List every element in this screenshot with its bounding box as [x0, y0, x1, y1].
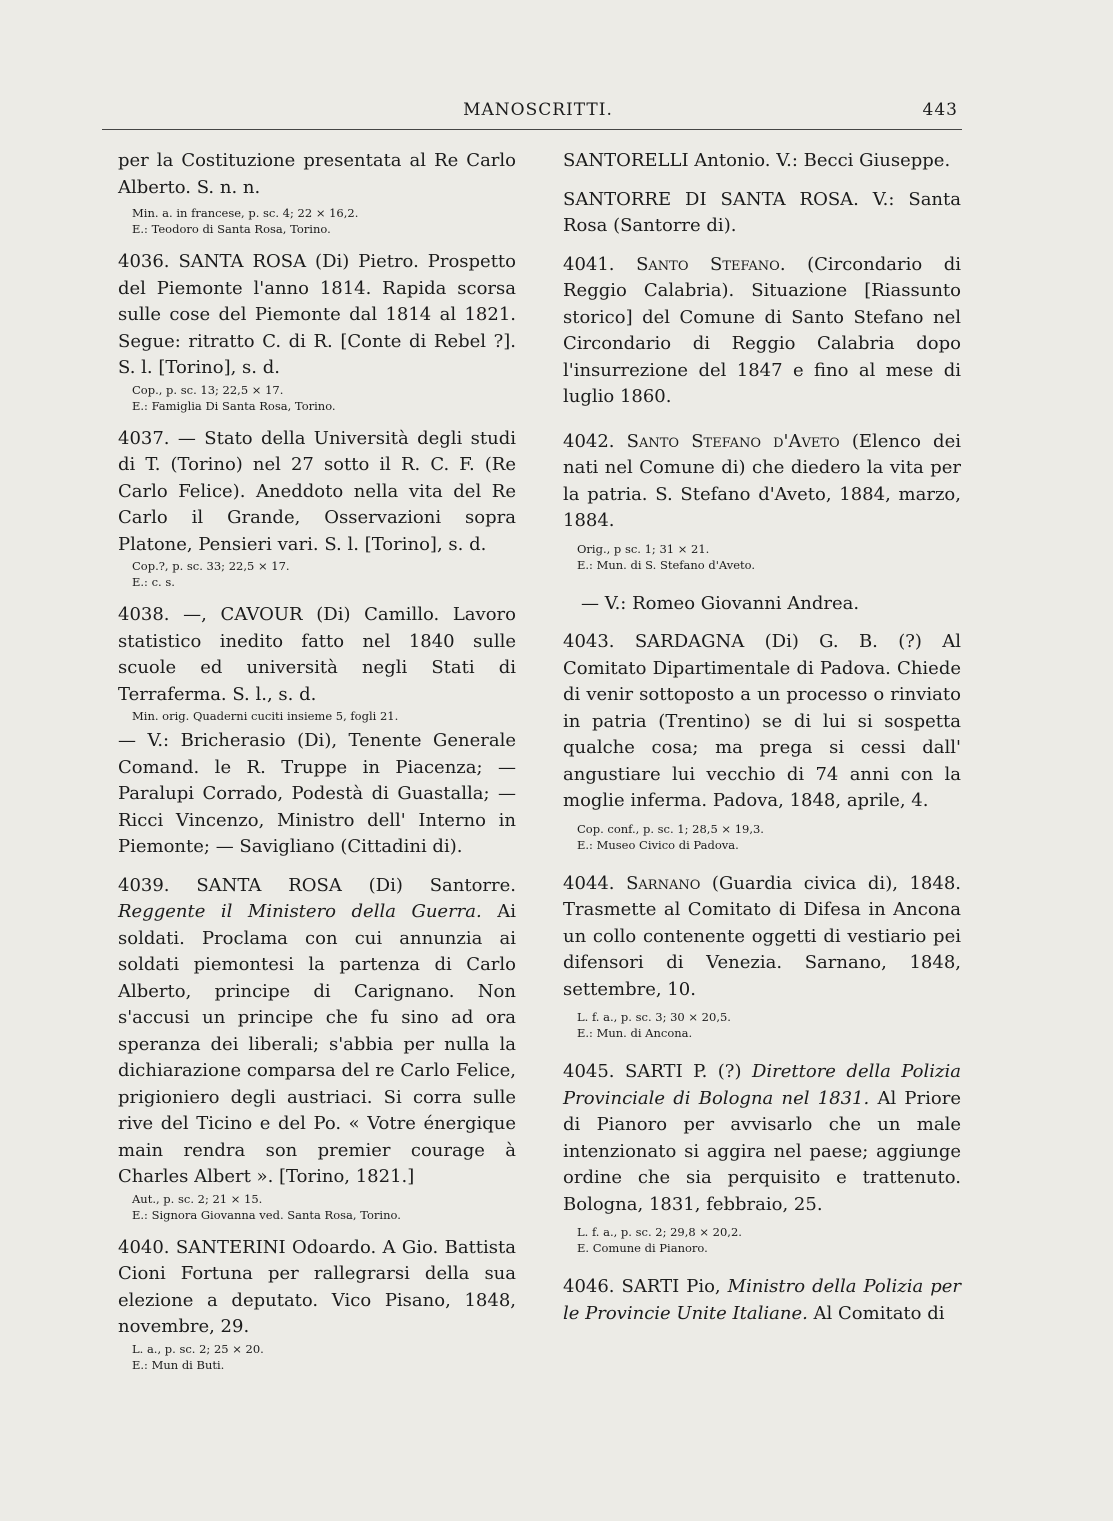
entry-note: Cop., p. sc. 13; 22,5 × 17.	[132, 382, 284, 397]
right-column	[563, 148, 961, 1327]
entry-note: Cop.?, p. sc. 33; 22,5 × 17.	[132, 559, 290, 573]
entry-note: E.: c. s.	[132, 575, 175, 589]
entry-note: E. Comune di Pianoro.	[577, 1241, 708, 1255]
entry-see-also: — V.: Bricherasio (Di), Tenente Generale Comand. le R. Truppe in Piacenza; — Paralupi Corrado, Podestà di Guastalla; — Ricci Vincenzo, Ministro dell' Interno in Piemonte; — Savigliano (Cittadini di).	[118, 730, 516, 857]
entry-note: E.: Mun di Buti.	[132, 1357, 225, 1372]
header-title: MANOSCRITTI.	[463, 100, 613, 120]
entry-note: Min. orig. Quaderni cuciti insieme 5, fogli 21.	[132, 709, 399, 723]
left-column	[118, 148, 516, 1373]
entry-note: E.: Famiglia Di Santa Rosa, Torino.	[132, 398, 336, 413]
entry-note: Cop. conf., p. sc. 1; 28,5 × 19,3.	[577, 821, 764, 836]
entry-4046: 4046. SARTI Pio, Ministro della Polizia per le Provincie Unite Italiane. Al Comitato di	[563, 1276, 961, 1324]
entry-4037: 4037. — Stato della Università degli studi di T. (Torino) nel 27 sotto il R. C. F. (Re Carlo Felice). Aneddoto nella vita del Re Carlo il Grande, Osservazioni sopra Platone, Pensieri vari. S. l. [Torino], s. d.	[118, 427, 516, 555]
entry-4041: 4041. Santo Stefano. (Circondario di Reggio Calabria). Situazione [Riassunto storico] del Comune di Santo Stefano nel Circondario di Reggio Calabria dopo l'insurrezione del 1847 e fino al mese di luglio 1860.	[563, 253, 961, 407]
entry-4043: 4043. SARDAGNA (Di) G. B. (?) Al Comitato Dipartimentale di Padova. Chiede di venir sottoposto a un processo o rinviato in patria (Trentino) se di lui si sospetta qualche cosa; ma prega si cessi dall' angustiare lui vecchio di 74 anni con la moglie inferma. Padova, 1848, aprile, 4.	[563, 631, 961, 811]
entry-note: E.: Museo Civico di Padova.	[577, 837, 739, 852]
entry-heading-italic: Reggente il Ministero della Guerra.	[118, 901, 482, 922]
entry-4038: 4038. —, CAVOUR (Di) Camillo. Lavoro statistico inedito fatto nel 1840 sulle scuole ed università negli Stati di Terraferma. S. l., s. d.	[118, 604, 516, 705]
entry-see-also: — V.: Romeo Giovanni Andrea.	[581, 592, 860, 614]
entry-santorelli: SANTORELLI Antonio. V.: Becci Giuseppe.	[563, 150, 951, 171]
entry-continuation: per la Costituzione presentata al Re Carlo Alberto. S. n. n.	[118, 150, 516, 198]
entry-note: Aut., p. sc. 2; 21 × 15.	[132, 1191, 263, 1206]
entry-note: L. f. a., p. sc. 2; 29,8 × 20,2.	[577, 1225, 742, 1239]
entry-note: E.: Teodoro di Santa Rosa, Torino.	[132, 222, 331, 236]
entry-4042: 4042. Santo Stefano d'Aveto (Elenco dei nati nel Comune di) che diedero la vita per la patria. S. Stefano d'Aveto, 1884, marzo, 1884.	[563, 430, 961, 531]
entry-4044: 4044. Sarnano (Guardia civica di), 1848. Trasmette al Comitato di Difesa in Ancona un collo contenente oggetti di vestiario pei difensori di Venezia. Sarnano, 1848, settembre, 10.	[563, 872, 961, 1000]
entry-4045: 4045. SARTI P. (?) Direttore della Polizia Provinciale di Bologna nel 1831. Al Priore di Pianoro per avvisarlo che un male intenzionato si aggira nel paese; aggiunge ordine che sia perquisito e trattenuto. Bologna, 1831, febbraio, 25.	[563, 1061, 962, 1215]
entry-santorre: SANTORRE DI SANTA ROSA. V.: Santa Rosa (Santorre di).	[563, 188, 961, 236]
entry-note: E.: Mun. di S. Stefano d'Aveto.	[577, 557, 756, 572]
entry-note: E.: Mun. di Ancona.	[577, 1026, 693, 1040]
entry-4039	[118, 873, 516, 1191]
entry-note: Min. a. in francese, p. sc. 4; 22 × 16,2.	[132, 206, 359, 220]
page-number: 443	[922, 100, 958, 120]
entry-heading: 4039. SANTA ROSA (Di) Santorre.	[118, 874, 516, 896]
entry-body: Ai soldati. Proclama con cui annunzia ai soldati piemontesi la partenza di Carlo Alberto, principe di Carignano. Non s'accusi un principe che fu sino ad ora speranza dei liberali; s'abbia per nulla la dichiarazione comparsa del re Carlo Felice, prigioniero degli austriaci. Si corra sulle rive del Ticino e del Po. « Votre énergique main rendra son premier courage à Charles Albert ». [Torino, 1821.]	[118, 901, 516, 1187]
entry-4040: 4040. SANTERINI Odoardo. A Gio. Battista Cioni Fortuna per rallegrarsi della sua elezione a deputato. Vico Pisano, 1848, novembre, 29.	[118, 1236, 516, 1337]
entry-note: Orig., p sc. 1; 31 × 21.	[577, 541, 710, 556]
header-rule	[102, 129, 962, 130]
entry-note: L. f. a., p. sc. 3; 30 × 20,5.	[577, 1010, 731, 1024]
entry-4036: 4036. SANTA ROSA (Di) Pietro. Prospetto del Piemonte l'anno 1814. Rapida scorsa sulle cose del Piemonte dal 1814 al 1821. Segue: ritratto C. di R. [Conte di Rebel ?]. S. l. [Torino], s. d.	[118, 251, 516, 378]
entry-note: E.: Signora Giovanna ved. Santa Rosa, Torino.	[132, 1207, 401, 1222]
entry-note: L. a., p. sc. 2; 25 × 20.	[132, 1341, 264, 1356]
